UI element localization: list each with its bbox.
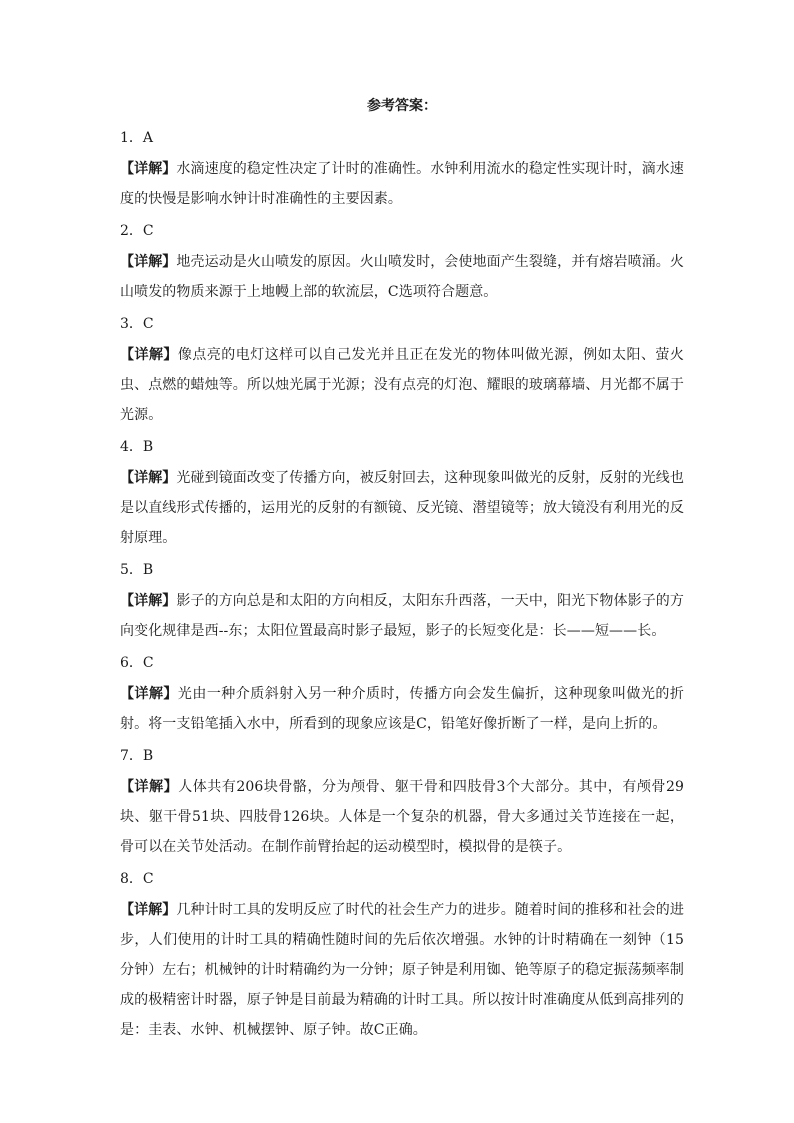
detail-text: 地壳运动是火山喷发的原因。火山喷发时，会使地面产生裂缝，并有熔岩喷涌。火山喷发的物质来源于上地幔上部的软流层，C选项符合题意。 [120, 254, 685, 300]
answer-detail [120, 772, 684, 862]
page-title: 参考答案： [367, 98, 437, 114]
answer-detail [120, 154, 684, 214]
detail-tag: 【详解】 [120, 593, 177, 609]
detail-tag: 【详解】 [120, 161, 177, 177]
answer-number: 8．C [120, 871, 154, 887]
answer-detail [120, 679, 684, 739]
answer-detail [120, 247, 684, 307]
answer-detail [120, 463, 684, 553]
detail-text: 像点亮的电灯这样可以自己发光并且正在发光的物体叫做光源，例如太阳、萤火虫、点燃的蜡烛等。所以烛光属于光源；没有点亮的灯泡、耀眼的玻璃幕墙、月光都不属于光源。 [120, 347, 684, 423]
answer-number: 3．C [120, 316, 154, 332]
detail-text: 影子的方向总是和太阳的方向相反，太阳东升西落，一天中，阳光下物体影子的方向变化规律是西--东；太阳位置最高时影子最短，影子的长短变化是：长——短——长。 [120, 593, 685, 639]
answer-detail [120, 586, 684, 646]
answer-number: 1．A [120, 130, 154, 146]
answer-item-6 [120, 649, 684, 739]
answer-item-2 [120, 217, 684, 307]
answer-detail [120, 895, 684, 1045]
detail-text: 几种计时工具的发明反应了时代的社会生产力的进步。随着时间的推移和社会的进步，人们使用的计时工具的精确性随时间的先后依次增强。水钟的计时精确在一刻钟（15分钟）左右；机械钟的计时精确约为一分钟；原子钟是利用铷、铯等原子的稳定振荡频率制成的极精密计时器，原子钟是目前最为精确的计时工具。所以按计时准确度从低到高排列的是：圭表、水钟、机械摆钟、原子钟。故C正确。 [120, 902, 685, 1038]
detail-tag: 【详解】 [120, 470, 177, 486]
detail-text: 光碰到镜面改变了传播方向，被反射回去，这种现象叫做光的反射，反射的光线也是以直线形式传播的，运用光的反射的有额镜、反光镜、潜望镜等；放大镜没有利用光的反射原理。 [120, 470, 685, 546]
detail-tag: 【详解】 [120, 254, 177, 270]
answer-number: 4．B [120, 439, 154, 455]
detail-tag: 【详解】 [120, 902, 177, 918]
answer-item-8 [120, 865, 684, 1045]
detail-tag: 【详解】 [120, 347, 178, 363]
answer-number: 2．C [120, 223, 154, 239]
answer-item-1 [120, 124, 684, 214]
answer-item-7 [120, 742, 684, 862]
answer-item-3 [120, 310, 684, 430]
detail-text: 人体共有206块骨骼，分为颅骨、躯干骨和四肢骨3个大部分。其中，有颅骨29块、躯干骨51块、四肢骨126块。人体是一个复杂的机器，骨大多通过关节连接在一起，骨可以在关节处活动。在制作前臂抬起的运动模型时，模拟骨的是筷子。 [120, 779, 684, 855]
answer-number: 6．C [120, 655, 154, 671]
detail-text: 水滴速度的稳定性决定了计时的准确性。水钟利用流水的稳定性实现计时，滴水速度的快慢是影响水钟计时准确性的主要因素。 [120, 161, 685, 207]
answer-detail [120, 340, 684, 430]
answer-number: 5．B [120, 562, 154, 578]
answer-item-4 [120, 433, 684, 553]
detail-text: 光由一种介质斜射入另一种介质时，传播方向会发生偏折，这种现象叫做光的折射。将一支铅笔插入水中，所看到的现象应该是C，铅笔好像折断了一样，是向上折的。 [120, 686, 684, 732]
detail-tag: 【详解】 [120, 686, 178, 702]
answer-number: 7．B [120, 748, 154, 764]
detail-tag: 【详解】 [120, 779, 179, 795]
answer-item-5 [120, 556, 684, 646]
